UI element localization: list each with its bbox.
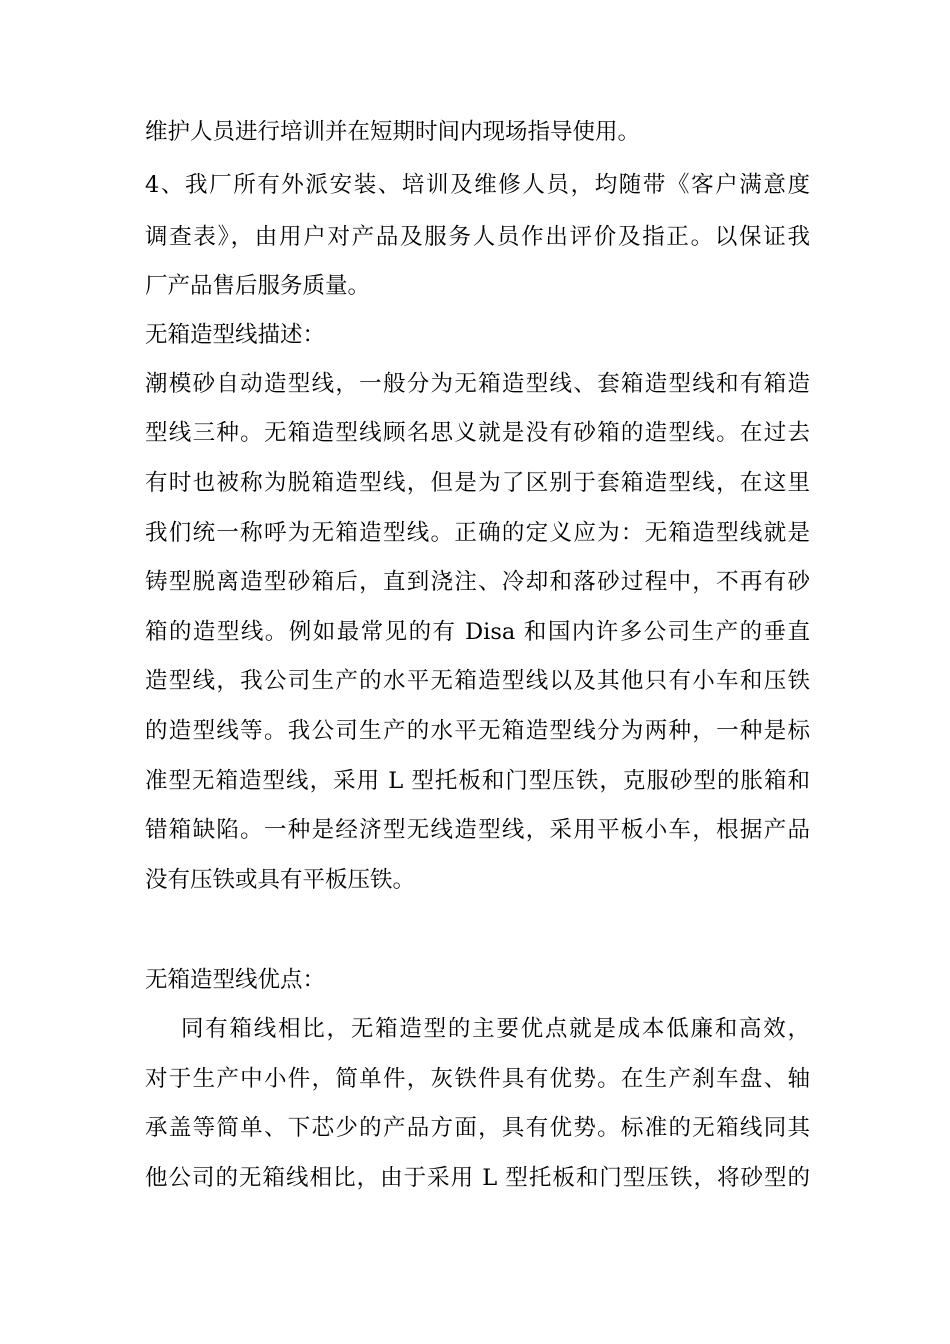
text-line: 箱的造型线。例如最常见的有 Disa 和国内许多公司生产的垂直 — [145, 619, 810, 645]
section-heading: 无箱造型线描述： — [145, 322, 326, 348]
text-line: 承盖等简单、下芯少的产品方面，具有优势。标准的无箱线同其 — [145, 1115, 810, 1141]
text-line: 厂产品售后服务质量。 — [145, 273, 371, 299]
text-line: 我们统一称呼为无箱造型线。正确的定义应为：无箱造型线就是 — [145, 520, 810, 546]
text-line: 铸型脱离造型砂箱后，直到浇注、冷却和落砂过程中，不再有砂 — [145, 569, 810, 595]
text-line: 型线三种。无箱造型线顾名思义就是没有砂箱的造型线。在过去 — [145, 420, 810, 446]
section-heading: 无箱造型线优点： — [145, 967, 326, 993]
text-line: 有时也被称为脱箱造型线，但是为了区别于套箱造型线，在这里 — [145, 470, 810, 496]
text-line: 对于生产中小件，简单件，灰铁件具有优势。在生产刹车盘、轴 — [145, 1066, 810, 1092]
text-line: 维护人员进行培训并在短期时间内现场指导使用。 — [145, 119, 641, 145]
text-line: 准型无箱造型线，采用 L 型托板和门型压铁，克服砂型的胀箱和 — [145, 768, 810, 794]
text-line: 潮模砂自动造型线，一般分为无箱造型线、套箱造型线和有箱造 — [145, 371, 810, 397]
text-line: 错箱缺陷。一种是经济型无线造型线，采用平板小车，根据产品 — [145, 817, 810, 843]
text-line: 他公司的无箱线相比，由于采用 L 型托板和门型压铁，将砂型的 — [145, 1165, 810, 1191]
text-line: 造型线，我公司生产的水平无箱造型线以及其他只有小车和压铁 — [145, 668, 810, 694]
text-line: 的造型线等。我公司生产的水平无箱造型线分为两种，一种是标 — [145, 718, 810, 744]
text-line: 没有压铁或具有平板压铁。 — [145, 867, 416, 893]
text-line: 同有箱线相比，无箱造型的主要优点就是成本低廉和高效， — [181, 1016, 810, 1042]
text-line: 4、我厂所有外派安装、培训及维修人员，均随带《客户满意度 — [145, 172, 810, 198]
text-line: 调查表》，由用户对产品及服务人员作出评价及指正。以保证我 — [145, 224, 810, 250]
